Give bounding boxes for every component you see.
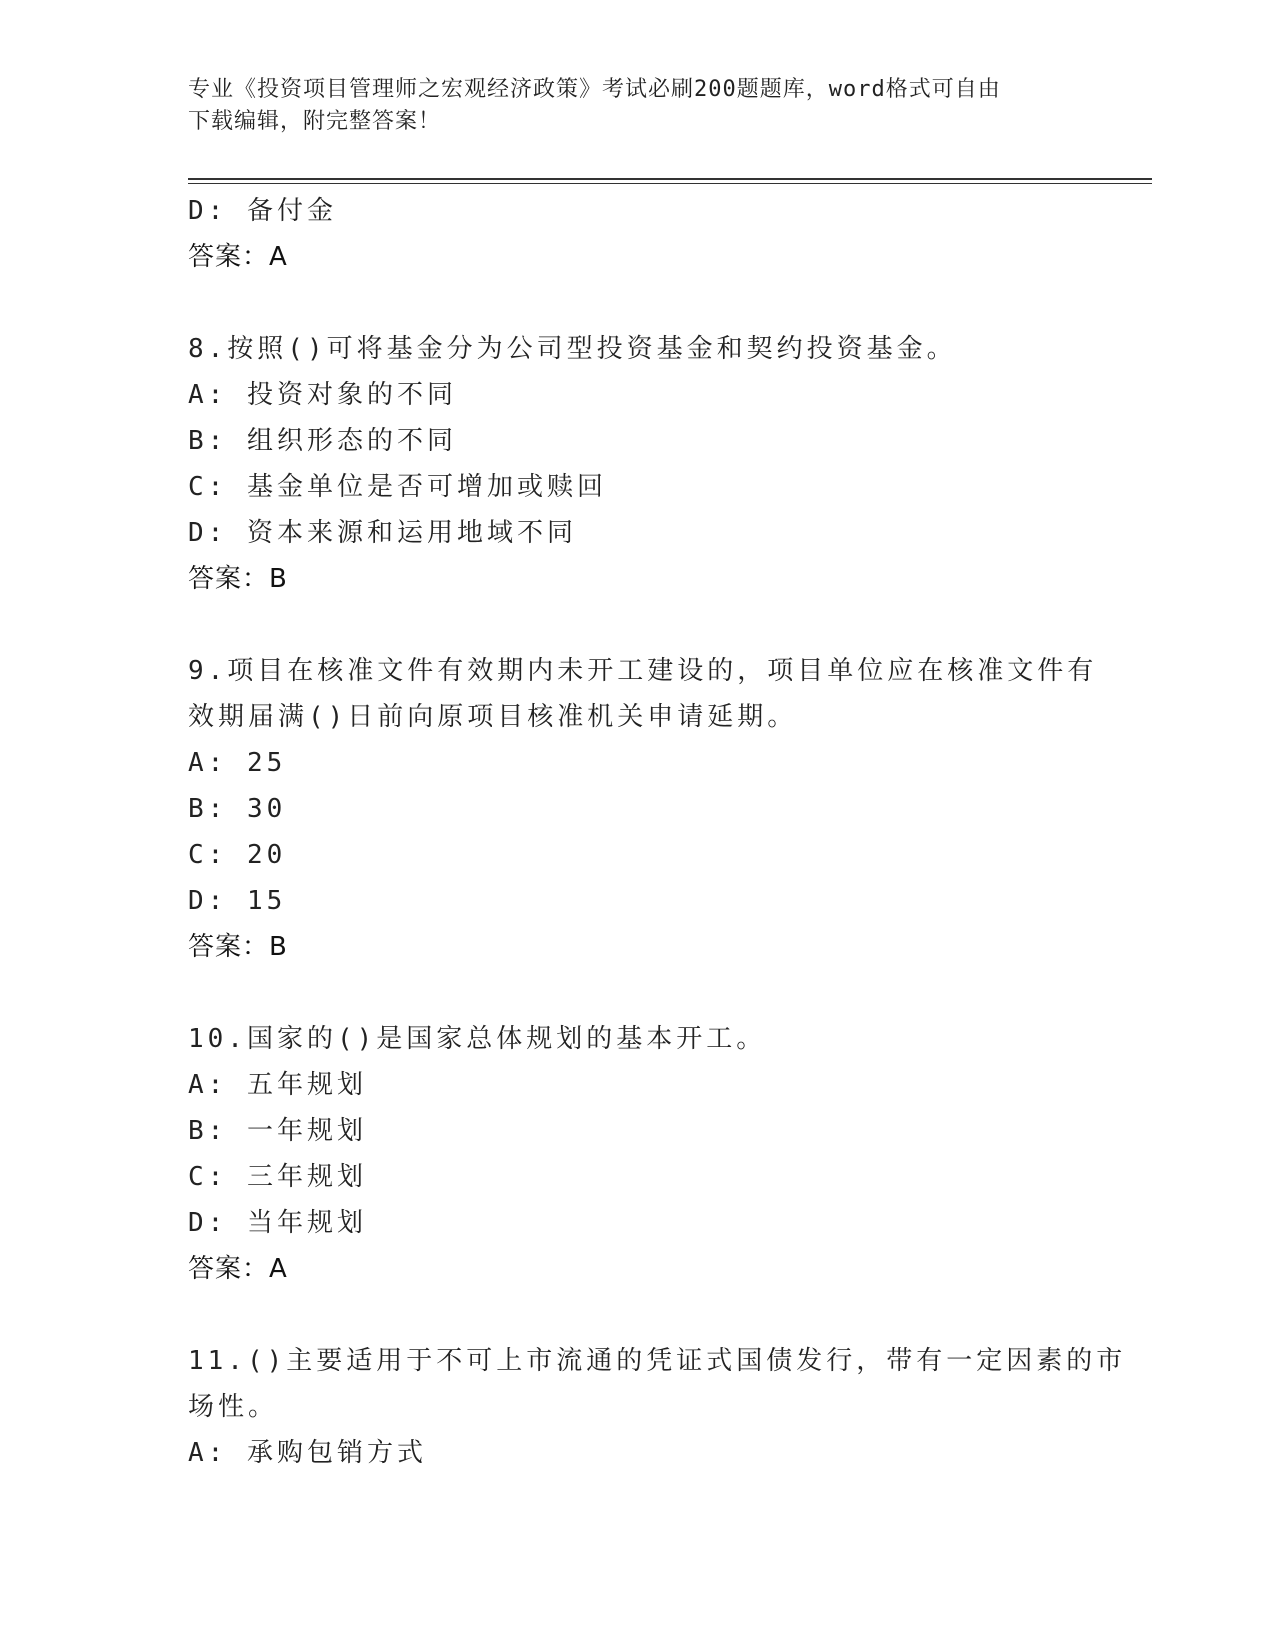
question-text: 8.按照()可将基金分为公司型投资基金和契约投资基金。 [188,334,957,364]
question-8 [188,326,1088,602]
question-11 [188,1338,1127,1476]
document-header [188,74,1068,138]
question-list [188,188,1127,1476]
option-d: D: 15 [188,886,287,916]
spacer [188,280,1088,326]
spacer [188,970,1088,1016]
question-7 [188,188,1088,280]
option-d: D: 资本来源和运用地域不同 [188,518,577,548]
spacer [188,602,1088,648]
option-d: D: 当年规划 [188,1208,367,1238]
header-divider-thick [188,178,1152,180]
header-line-1: 专业《投资项目管理师之宏观经济政策》考试必刷200题题库，word格式可自由 [188,77,1001,102]
answer-line: 答案：A [188,1254,288,1284]
question-text-continued: 效期届满()日前向原项目核准机关申请延期。 [188,702,798,732]
question-text: 9.项目在核准文件有效期内未开工建设的，项目单位应在核准文件有 [188,656,1098,686]
option-a: A: 投资对象的不同 [188,380,457,410]
option-c: C: 三年规划 [188,1162,367,1192]
answer-line: 答案：B [188,932,288,962]
option-b: B: 组织形态的不同 [188,426,457,456]
question-text-continued: 场性。 [188,1392,279,1422]
option-b: B: 30 [188,794,287,824]
option-c: C: 基金单位是否可增加或赎回 [188,472,607,502]
question-9 [188,648,1098,970]
option-a: A: 五年规划 [188,1070,367,1100]
option-a: A: 承购包销方式 [188,1438,427,1468]
question-text: 11.()主要适用于不可上市流通的凭证式国债发行，带有一定因素的市 [188,1346,1127,1376]
option-d: D: 备付金 [188,196,337,226]
header-line-2: 下载编辑，附完整答案！ [188,109,442,134]
answer-line: 答案：A [188,242,288,272]
option-b: B: 一年规划 [188,1116,367,1146]
option-c: C: 20 [188,840,287,870]
header-divider-thin [188,183,1152,184]
answer-line: 答案：B [188,564,288,594]
spacer [188,1292,1088,1338]
option-a: A: 25 [188,748,287,778]
question-text: 10.国家的()是国家总体规划的基本开工。 [188,1024,767,1054]
question-10 [188,1016,1088,1292]
